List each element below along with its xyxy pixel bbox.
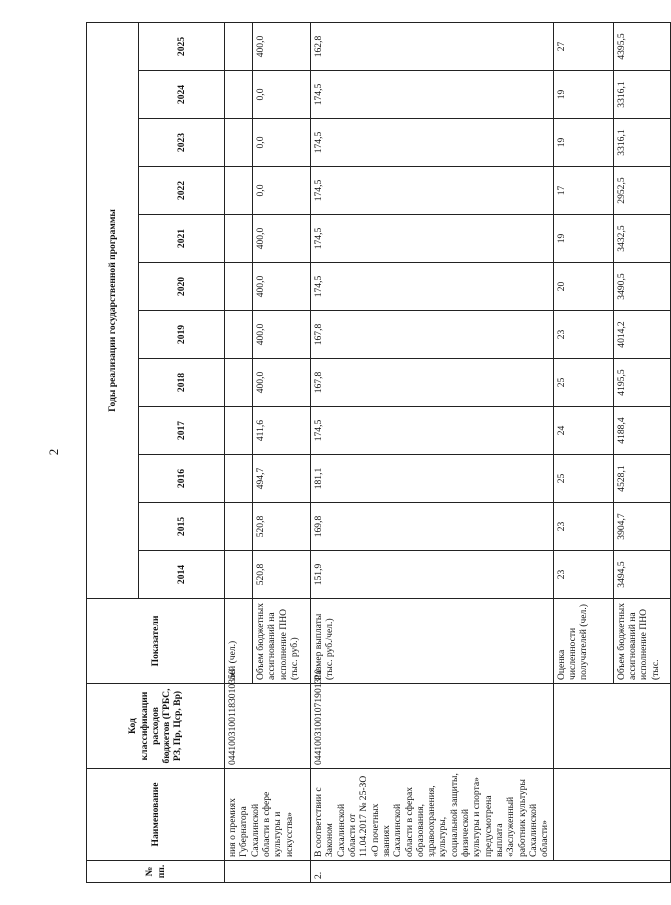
cell-value: 169,8 xyxy=(311,503,554,551)
cell-value: 174,5 xyxy=(311,263,554,311)
cell-name: В соответствии с Законом Сахалинской области от 11.04.2017 № 25-ЗО «О почетных званиях Сахалинской области в сферах образования, здравоохранения, культуры, социальной защиты, физической культуры и спорта» предусмотрена выплата «Заслуженный работник культуры Сахалинской области» xyxy=(311,769,554,861)
header-year: 2024 xyxy=(139,71,225,119)
cell-value xyxy=(225,455,253,503)
cell-value: 3904,7 xyxy=(613,503,670,551)
header-year: 2016 xyxy=(139,455,225,503)
cell-value: 23 xyxy=(553,311,613,359)
cell-indicator: лей (чел.) xyxy=(225,599,253,684)
cell-value: 25 xyxy=(553,455,613,503)
table-row xyxy=(553,22,613,882)
header-year: 2018 xyxy=(139,359,225,407)
cell-value: 0,0 xyxy=(253,119,311,167)
rotated-table-container xyxy=(86,24,661,883)
cell-value: 520,8 xyxy=(253,503,311,551)
cell-num xyxy=(225,861,311,883)
header-year: 2023 xyxy=(139,119,225,167)
cell-code: 04410031001183010350 xyxy=(225,684,311,769)
cell-value: 400,0 xyxy=(253,263,311,311)
cell-value: 3490,5 xyxy=(613,263,670,311)
header-year: 2021 xyxy=(139,215,225,263)
cell-indicator: Объем бюджетных ассигнований на исполнение ПНО (тыс. руб.) xyxy=(253,599,311,684)
cell-value xyxy=(225,311,253,359)
cell-value: 181,1 xyxy=(311,455,554,503)
cell-code: 04410031001071901310 xyxy=(311,684,554,769)
cell-value xyxy=(225,119,253,167)
cell-value: 411,6 xyxy=(253,407,311,455)
cell-value: 3316,1 xyxy=(613,71,670,119)
header-num: № пп. xyxy=(87,861,225,883)
cell-value xyxy=(225,263,253,311)
cell-value: 167,8 xyxy=(311,359,554,407)
cell-value: 3316,1 xyxy=(613,119,670,167)
cell-value xyxy=(225,71,253,119)
cell-value: 174,5 xyxy=(311,215,554,263)
cell-value: 23 xyxy=(553,503,613,551)
cell-value xyxy=(225,215,253,263)
table-row xyxy=(311,22,554,882)
cell-indicator: Объем бюджетных ассигнований на исполнение ПНО (тыс. xyxy=(613,599,670,684)
cell-value: 4014,2 xyxy=(613,311,670,359)
cell-value xyxy=(225,22,253,70)
cell-value: 4528,1 xyxy=(613,455,670,503)
cell-value: 24 xyxy=(553,407,613,455)
header-year: 2022 xyxy=(139,167,225,215)
cell-value: 151,9 xyxy=(311,551,554,599)
cell-code xyxy=(553,684,670,769)
cell-value: 19 xyxy=(553,119,613,167)
cell-name xyxy=(553,769,670,861)
cell-value: 23 xyxy=(553,551,613,599)
table-row xyxy=(225,22,253,882)
header-year: 2019 xyxy=(139,311,225,359)
cell-value: 494,7 xyxy=(253,455,311,503)
cell-value: 400,0 xyxy=(253,359,311,407)
cell-value: 17 xyxy=(553,167,613,215)
cell-value: 2952,5 xyxy=(613,167,670,215)
cell-value: 19 xyxy=(553,215,613,263)
cell-value: 174,5 xyxy=(311,407,554,455)
cell-indicator: Размер выплаты (тыс. руб./чел.) xyxy=(311,599,554,684)
header-year: 2025 xyxy=(139,22,225,70)
cell-value: 25 xyxy=(553,359,613,407)
header-indicator: Показатели xyxy=(87,599,225,684)
cell-value: 3494,5 xyxy=(613,551,670,599)
header-year: 2015 xyxy=(139,503,225,551)
cell-value: 162,8 xyxy=(311,22,554,70)
cell-value: 20 xyxy=(553,263,613,311)
cell-value: 0,0 xyxy=(253,71,311,119)
cell-value: 19 xyxy=(553,71,613,119)
cell-value: 174,5 xyxy=(311,71,554,119)
header-years-group: Годы реализации государственной программы xyxy=(87,22,139,598)
cell-value: 27 xyxy=(553,22,613,70)
header-year: 2017 xyxy=(139,407,225,455)
page-number: 2 xyxy=(46,448,61,456)
cell-value xyxy=(225,167,253,215)
cell-indicator: Оценка численности получателей (чел.) xyxy=(553,599,613,684)
cell-value: 4195,5 xyxy=(613,359,670,407)
cell-value xyxy=(225,359,253,407)
cell-value: 0,0 xyxy=(253,167,311,215)
cell-name: ния о премиях Губернатора Сахалинской области в сфере культуры и искусства» xyxy=(225,769,311,861)
cell-value xyxy=(225,551,253,599)
cell-value: 174,5 xyxy=(311,119,554,167)
cell-value: 3432,5 xyxy=(613,215,670,263)
cell-value xyxy=(225,503,253,551)
cell-value: 167,8 xyxy=(311,311,554,359)
cell-value xyxy=(225,407,253,455)
header-year: 2020 xyxy=(139,263,225,311)
cell-value: 4395,5 xyxy=(613,22,670,70)
header-name: Наименование xyxy=(87,769,225,861)
cell-value: 4188,4 xyxy=(613,407,670,455)
header-year: 2014 xyxy=(139,551,225,599)
cell-value: 400,0 xyxy=(253,215,311,263)
cell-value: 400,0 xyxy=(253,311,311,359)
cell-value: 520,8 xyxy=(253,551,311,599)
cell-value: 400,0 xyxy=(253,22,311,70)
program-table xyxy=(86,22,671,883)
cell-value: 174,5 xyxy=(311,167,554,215)
cell-num: 2. xyxy=(311,861,671,883)
header-code: Код классификации расходов бюджетов (ГРБС, РЗ, Пр, Цср, Вр) xyxy=(87,684,225,769)
